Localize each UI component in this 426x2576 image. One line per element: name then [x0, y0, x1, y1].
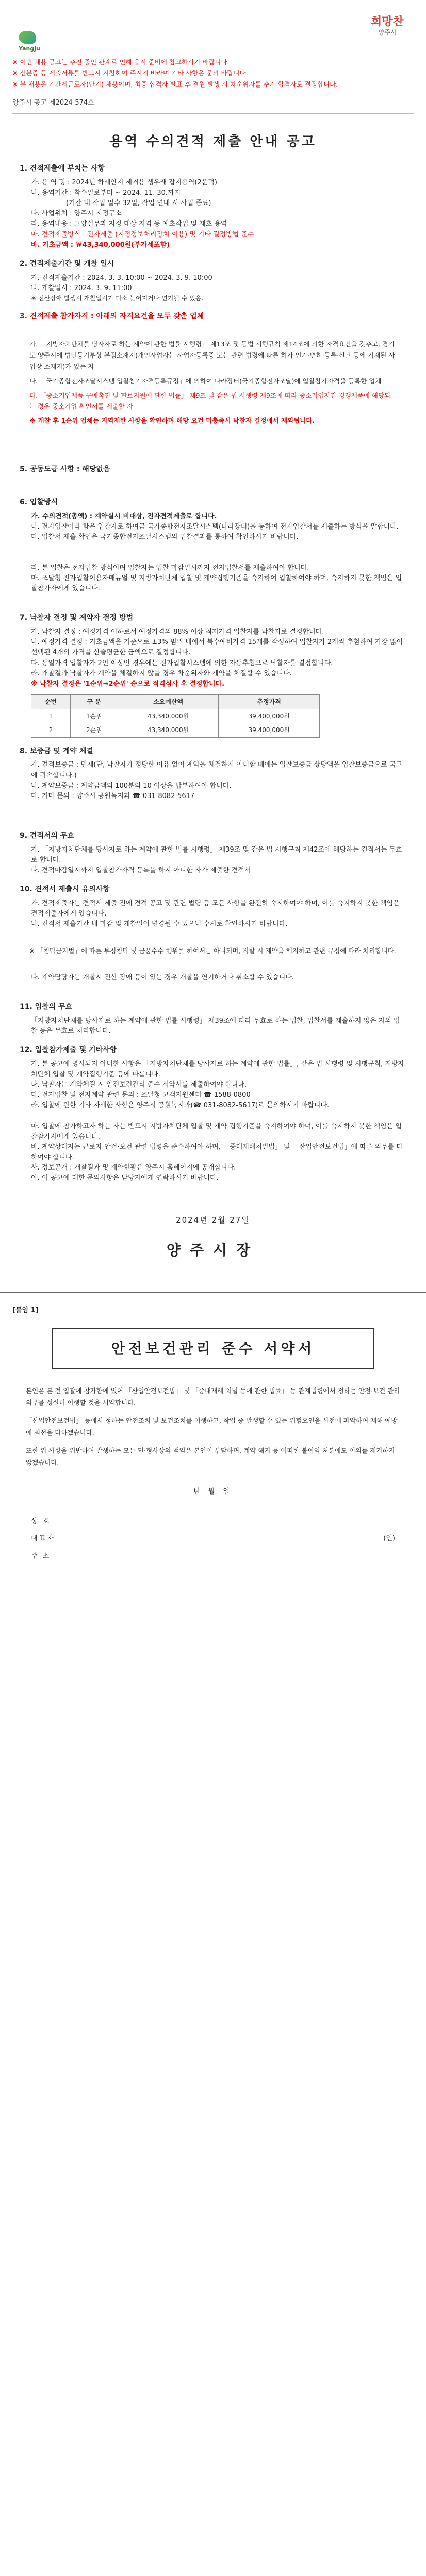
section-line: 가. 「지방자치단체를 당사자로 하는 계약에 관한 법률 시행령」 제39조 및 같은 법 시행규칙 제42조에 해당하는 견적서는 무효로 합니다. — [31, 845, 402, 864]
banner-line: ※ 본 채용은 기간제근로자(단기) 채용이며, 최종 합격자 발표 후 결원 발생 시 차순위자를 추가 합격자로 결정합니다. — [12, 80, 338, 88]
pledge-paragraph: 「산업안전보건법」 등에서 정하는 안전조치 및 보건조치를 이행하고, 작업 중 발생할 수 있는 위험요인을 사전에 파악하여 재해 예방에 최선을 다하겠습니다. — [26, 1416, 398, 1436]
section-heading: 3. 견적제출 참가자격 : 아래의 자격요건을 모두 갖춘 업체 — [20, 312, 204, 321]
eligibility-item: 가. 「지방자치단체를 당사자로 하는 계약에 관한 법률 시행령」 제13조 및 동법 시행규칙 제14조에 의한 자격요건을 갖추고, 경기도 양주시에 법인등기부상 본점소재지(개인사업자는 사업자등록증 또는 관련 법령에 따른 허가·인가·면허·등록·신고 등에 기재된 사업장 소재지)가 있는 자 — [29, 340, 395, 370]
section-line: 나. 견적마감일시까지 입찰참가자격 등록을 하지 아니한 자가 제출한 견적서 — [31, 866, 251, 874]
section-line: 라. 용역내용 : 고양실무과 지정 대상 지역 등 예초작업 및 제초 용역 — [31, 220, 227, 228]
section-line: 다. 동일가격 입찰자가 2인 이상인 경우에는 전자입찰시스템에 의한 자동추첨으로 낙찰자를 결정합니다. — [31, 659, 333, 667]
section-6 — [20, 497, 406, 543]
eligibility-item: 다. 「중소기업제품 구매촉진 및 판로지원에 관한 법률」 제9조 및 같은 법 시행령 제9조에 따라 중소기업자간 경쟁제품에 해당되는 경우 중소기업 확인서를 제출한 자 — [29, 391, 391, 411]
section-line: 가. 용 역 명 : 2024년 하세안지 제거용 생우래 잡지용역(2운덕) — [31, 178, 217, 187]
attachment-label: [붙임 1] — [12, 1307, 39, 1315]
pledge-field-representative — [31, 1530, 395, 1548]
section-line: 가. 낙찰자 결정 : 예정가격 이하로서 예정가격의 88% 이상 최저가격 입찰자를 낙찰자로 결정합니다. — [31, 628, 324, 636]
signature-organization: 양주시장 — [166, 1241, 260, 1259]
submission-period: 가. 견적제출기간 : 2024. 3. 3. 10:00 ~ 2024. 3. 9. 10:00 — [31, 274, 212, 282]
pledge-body — [26, 1385, 400, 1469]
section-5 — [20, 464, 406, 476]
section-8 — [20, 746, 406, 802]
table-cell: 2순위 — [70, 723, 118, 738]
announcement-number: 양주시 공고 제2024-574호 — [12, 98, 414, 114]
section-line: 가. 본 공고에 명시되지 아니한 사항은 「지방자치단체를 당사자로 하는 계약에 관한 법률」, 같은 법 시행령 및 시행규칙, 지방자치단체 입찰 및 계약집행기준 등에 따릅니다. — [31, 1060, 404, 1079]
signature-date: 2024년 2월 27일 — [176, 1215, 250, 1225]
anti-graft-note-box — [20, 938, 406, 964]
table-row — [31, 709, 320, 723]
seal-mark: (인) — [383, 1535, 395, 1543]
section-line: 「지방자치단체를 당사자로 하는 계약에 관한 법률 시행령」 제39조에 따라 무효로 하는 입찰, 입찰서를 제출하지 않은 자의 입찰 등은 무효로 처리합니다. — [31, 1016, 400, 1036]
section-line: 마. 입찰에 참가하고자 하는 자는 반드시 지방자치단체 입찰 및 계약 집행기준을 숙지하여야 하며, 이를 숙지하지 못한 책임은 입찰참가자에게 있습니다. — [31, 1122, 402, 1141]
brand-mark: 희망찬 — [371, 15, 404, 28]
section-line: 다. 기타 문의 : 양주시 공원녹지과 ☎ 031-8082-5617 — [31, 792, 195, 800]
section-12 — [20, 1045, 406, 1111]
header — [0, 0, 426, 57]
logo-text: Yangju — [19, 45, 40, 52]
section-line: 바. 계약상대자는 근로자 안전·보건 관련 법령을 준수하여야 하며, 「중대재해처벌법」 및 「산업안전보건법」에 따른 의무를 다하여야 합니다. — [31, 1143, 403, 1162]
section-line: 나. 계약보증금 : 계약금액의 100분의 10 이상을 납부하여야 합니다. — [31, 782, 232, 790]
field-label: 상 호 — [31, 1517, 51, 1526]
section-line: (기간 내 작업 일수 32일, 작업 면내 시 사업 종료) — [66, 199, 211, 208]
section-line: 다. 입찰서 제출 확인은 국가종합전자조달시스템의 입찰결과를 통하여 확인하시기 바랍니다. — [31, 533, 299, 541]
table-cell: 1순위 — [70, 709, 118, 723]
section-line: 가. 수의견적(총액) : 계약실시 비대상, 전자견적제출로 합니다. — [31, 512, 217, 520]
section-heading: 9. 견적서의 무효 — [20, 832, 74, 840]
yangju-logo — [11, 31, 47, 52]
section-line: 나. 용역기간 : 착수일로부터 ~ 2024. 11. 30.까지 — [31, 189, 181, 197]
pledge-paragraph: 본인은 본 건 입찰에 참가함에 있어 「산업안전보건법」 및 「중대재해 처벌 등에 관한 법률」 등 관계법령에서 정하는 안전·보건 관리 의무를 성실히 이행할 것을 서약합니다. — [26, 1386, 400, 1406]
field-label: 주 소 — [31, 1552, 51, 1561]
candidate-table — [31, 694, 320, 738]
section-line: 다. 전자입찰 및 전자계약 관련 문의 : 조달청 고객지원센터 ☎ 1588-0800 — [31, 1091, 251, 1099]
pledge-field-company — [31, 1513, 395, 1531]
table-cell: 39,400,000원 — [219, 709, 320, 723]
table-header: 추정가격 — [219, 694, 320, 709]
section-note: ※ 낙찰자 결정은 '1순위→2순위' 순으로 적격심사 후 결정합니다. — [31, 680, 225, 688]
pledge-field-address — [31, 1548, 395, 1565]
section-note: ※ 전산장애 발생시 개찰일시가 다소 늦어지거나 연기될 수 있음. — [31, 294, 204, 302]
section-line: 나. 견적서 제출기간 내 마감 및 개찰일이 변경될 수 있으니 수시로 확인하시기 바랍니다. — [31, 920, 288, 928]
field-value — [77, 1513, 395, 1531]
section-7 — [20, 613, 406, 737]
section-10-cont — [20, 973, 406, 983]
section-1 — [20, 163, 406, 250]
section-line: 라. 입찰에 관한 기타 자세한 사항은 양주시 공원녹지과(☎ 031-8082-5617)로 문의하시기 바랍니다. — [31, 1101, 330, 1110]
section-heading: 2. 견적제출기간 및 개찰 일시 — [20, 259, 114, 268]
section-11 — [20, 1002, 406, 1037]
section-heading: 8. 보증금 및 계약 체결 — [20, 747, 93, 755]
banner-line: ※ 이번 채용 공고는 추진 중인 관계로 인해 응시 준비에 참고하시기 바랍니다. — [12, 58, 230, 66]
page-divider — [0, 1292, 426, 1293]
logo-emblem-icon — [19, 31, 36, 44]
section-heading: 11. 입찰의 무효 — [20, 1003, 73, 1011]
base-amount: 바. 기초금액 : ￦43,340,000원(부가세포함) — [31, 241, 170, 249]
document-title: 용역 수의견적 제출 안내 공고 — [109, 133, 317, 149]
table-header: 구 분 — [70, 694, 118, 709]
section-heading: 1. 견적제출에 부치는 사항 — [20, 164, 105, 173]
pledge-paragraph: 또한 위 사항을 위반하여 발생하는 모든 민·형사상의 책임은 본인이 부담하며, 계약 해지 등 어떠한 불이익 처분에도 이의를 제기하지 않겠습니다. — [26, 1447, 395, 1467]
section-heading: 6. 입찰방식 — [20, 498, 58, 506]
section-line: 라. 본 입찰은 전자입찰 방식이며 입찰자는 입찰 마감일시까지 전자입찰서를 제출하여야 합니다. — [31, 564, 309, 572]
section-3 — [20, 311, 406, 323]
pledge-fields — [31, 1513, 395, 1565]
table-header: 순번 — [31, 694, 71, 709]
brand-sub: 양주시 — [378, 29, 397, 37]
section-line: 다. 사업위치 : 양주시 지정구소 — [31, 210, 122, 218]
anti-graft-note: ※ 「청탁금지법」에 따른 부정청탁 및 금품수수 행위를 하여서는 아니되며, 적발 시 계약을 해지하고 관련 규정에 따라 처리합니다. — [29, 947, 396, 955]
section-line: 나. 낙찰자는 계약체결 시 안전보건관리 준수 서약서를 제출하여야 합니다. — [31, 1081, 247, 1089]
table-cell: 2 — [31, 723, 71, 738]
table-row — [31, 723, 320, 738]
table-cell: 43,340,000원 — [118, 723, 219, 738]
section-line: 사. 정보공개 : 개찰결과 및 계약현황은 양주시 홈페이지에 공개합니다. — [31, 1164, 236, 1172]
section-heading: 10. 견적서 제출시 유의사항 — [20, 885, 110, 894]
field-value — [77, 1530, 354, 1548]
section-line: 마. 조달청 전자입찰이용자매뉴얼 및 지방자치단체 입찰 및 계약집행기준을 숙지하여 입찰하여야 하며, 숙지하지 못한 책임은 입찰참가자에게 있습니다. — [31, 574, 402, 593]
section-2 — [20, 259, 406, 303]
table-cell: 39,400,000원 — [219, 723, 320, 738]
opening-datetime: 나. 개찰일시 : 2024. 3. 9. 11:00 — [31, 284, 132, 292]
section-13 — [20, 1122, 406, 1184]
field-value — [77, 1548, 395, 1565]
section-line: 나. 전자입찰이라 함은 입찰자로 하여금 국가종합전자조달시스템(나라장터)을 통하여 전자입찰서를 제출하는 방식을 말합니다. — [31, 522, 399, 531]
table-cell: 1 — [31, 709, 71, 723]
section-heading: 7. 낙찰자 결정 및 계약자 결정 방법 — [20, 614, 134, 622]
table-cell: 43,340,000원 — [118, 709, 219, 723]
pledge-date: 년 월 일 — [193, 1488, 233, 1496]
section-line: 다. 계약담당자는 개찰시 전산 장애 등이 있는 경우 개찰을 연기하거나 취소할 수 있습니다. — [31, 974, 294, 982]
section-line: 라. 개찰결과 낙찰자가 계약을 체결하지 않을 경우 차순위자와 계약을 체결할 수 있습니다. — [31, 669, 292, 677]
field-label: 대표자 — [31, 1535, 55, 1543]
eligibility-box — [20, 331, 406, 437]
section-6b — [20, 563, 406, 594]
banner-line: ※ 신분증 등 제출서류를 반드시 지참하여 주시기 바라며 기타 사항은 문의 바랍니다. — [12, 69, 248, 77]
section-line: 마. 견적제출방식 : 전자제출 (지정정보처리장치 이용) 및 기타 결정방법 준수 — [31, 230, 254, 239]
section-line: 나. 예정가격 결정 : 기초금액을 기준으로 ±3% 범위 내에서 복수예비가격 15개를 작성하여 입찰자가 2개씩 추첨하여 가장 많이 선택된 4개의 가격을 산술평균한 금액으로 결정합니다. — [31, 638, 403, 657]
section-heading: 5. 공동도급 사항 : 해당없음 — [20, 465, 110, 474]
section-line: 가. 견적보증금 : 면제(단, 낙찰자가 정당한 이유 없이 계약을 체결하지 아니할 때에는 입찰보증금 상당액을 입찰보증금으로 국고에 귀속합니다.) — [31, 761, 403, 779]
notice-banner — [12, 57, 414, 90]
section-line: 아. 이 공고에 대한 문의사항은 담당자에게 연락하시기 바랍니다. — [31, 1174, 219, 1182]
section-10 — [20, 884, 406, 929]
city-brand-logo — [364, 15, 411, 52]
section-line: 가. 견적제출자는 견적서 제출 전에 견적 공고 및 관련 법령 등 모든 사항을 완전히 숙지하여야 하며, 이를 숙지하지 못한 책임은 견적제출자에게 있습니다. — [31, 899, 400, 918]
section-9 — [20, 831, 406, 876]
table-header: 소요예산액 — [118, 694, 219, 709]
section-heading: 12. 입찰참가제출 및 기타사항 — [20, 1046, 117, 1055]
eligibility-note: ※ 개찰 후 1순위 업체는 지역제한 사항을 확인하며 해당 요건 미충족시 낙찰자 결정에서 제외됩니다. — [29, 417, 315, 425]
pledge-title: 안전보건관리 준수 서약서 — [52, 1328, 374, 1369]
eligibility-item: 나. 「국가종합전자조달시스템 입찰참가자격등록규정」에 의하여 나라장터(국가종합전자조달)에 입찰참가자격을 등록한 업체 — [29, 377, 382, 385]
